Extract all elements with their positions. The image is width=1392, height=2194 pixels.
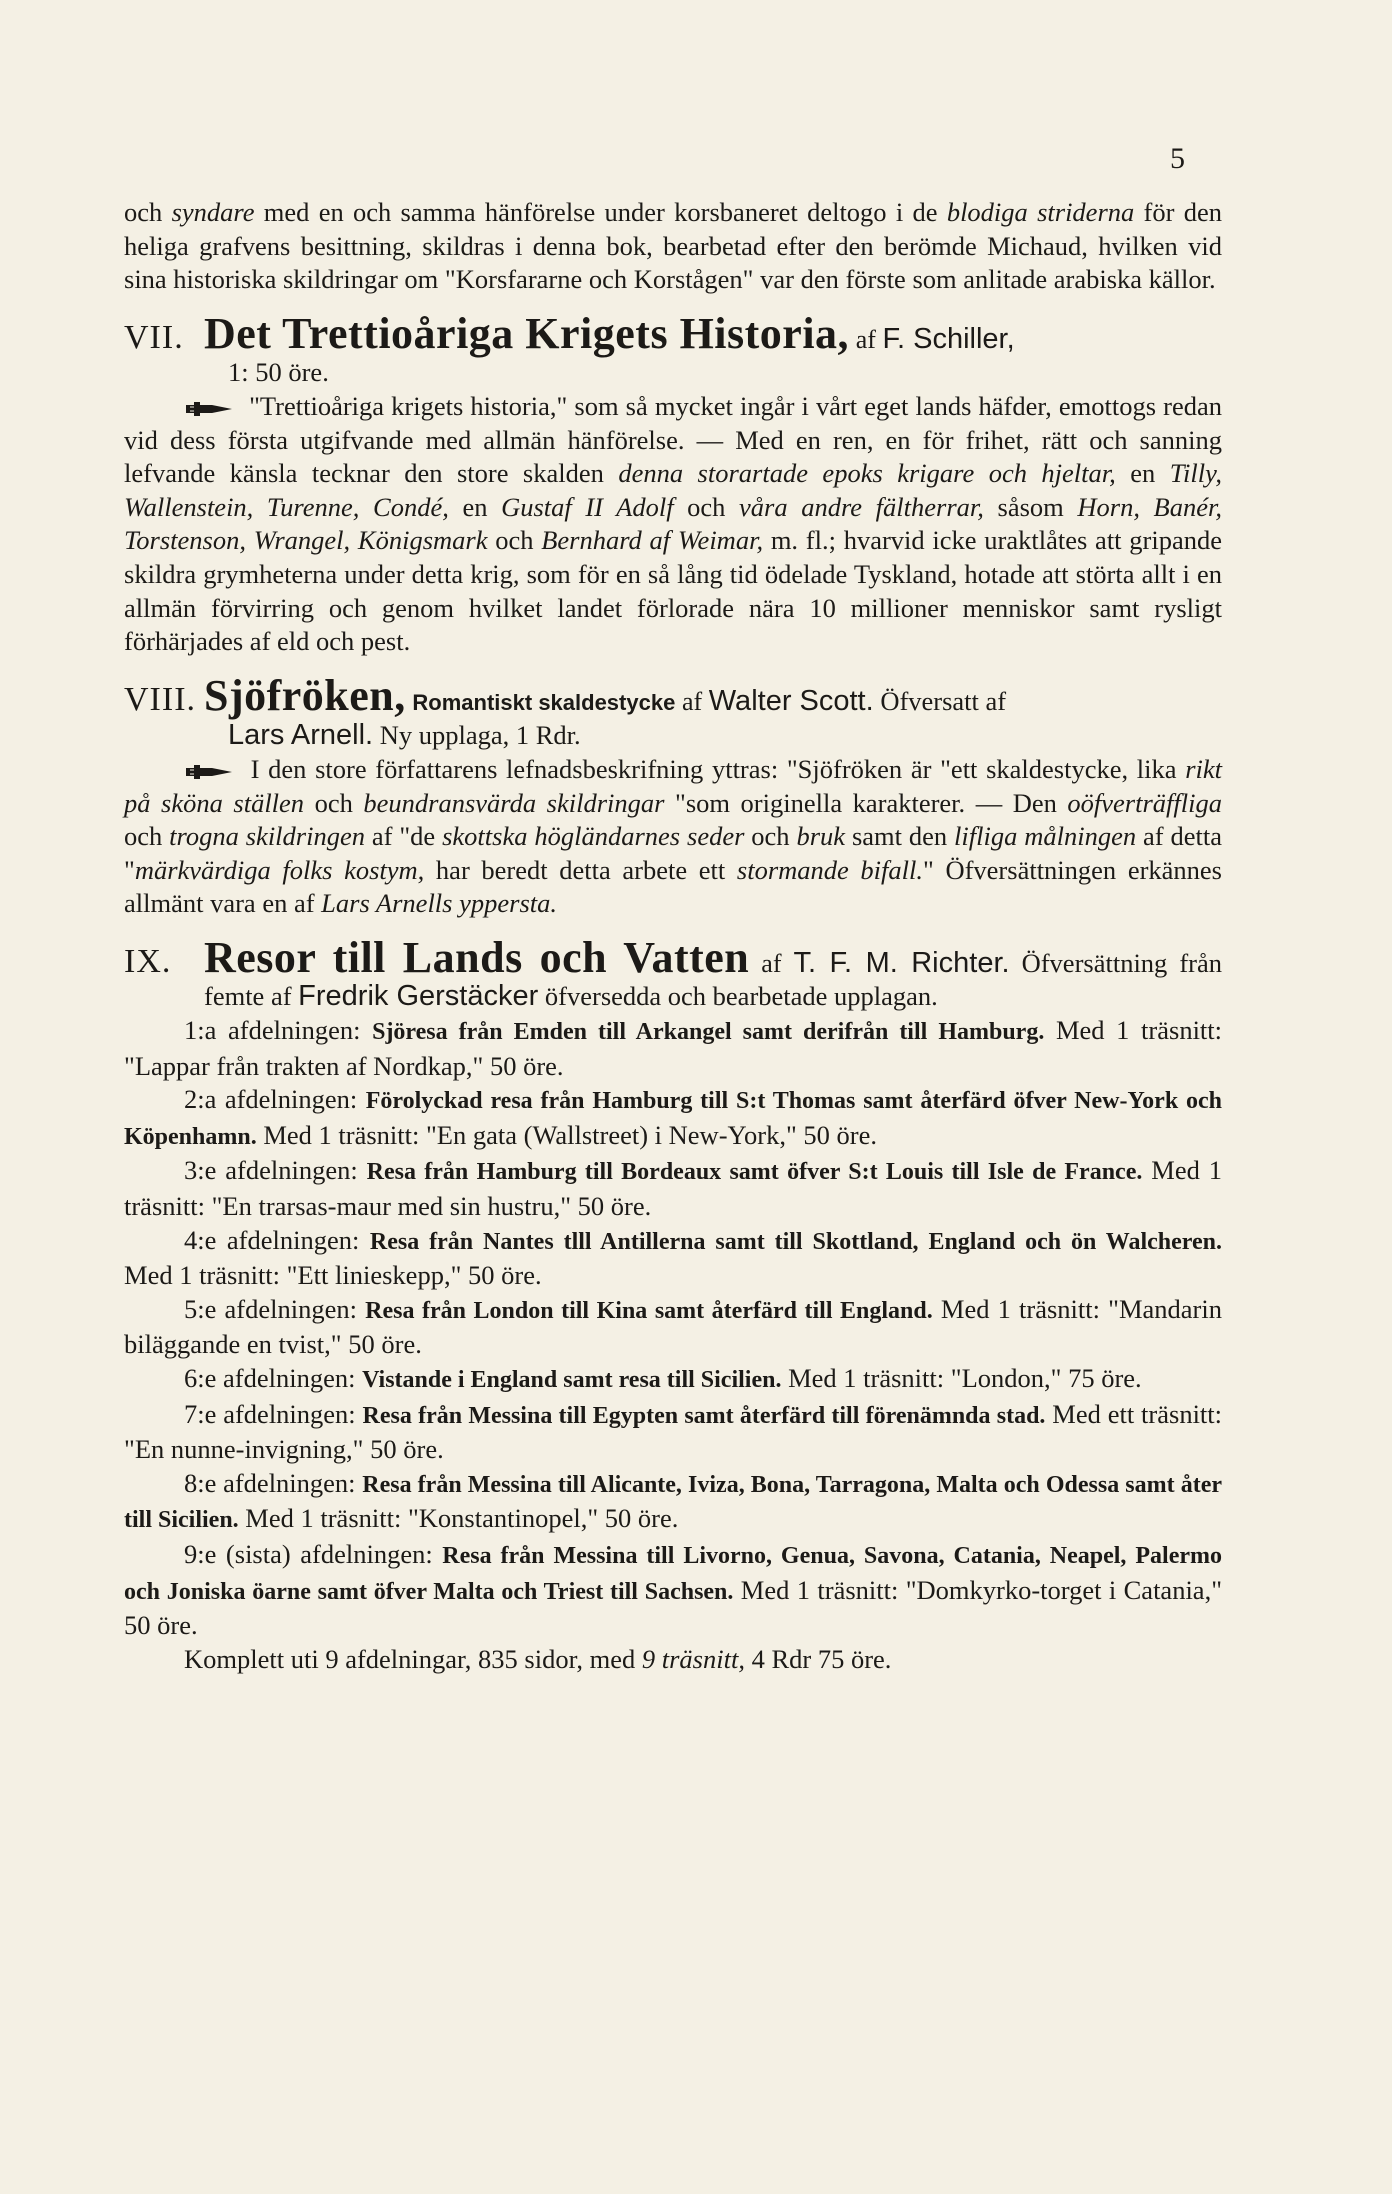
part-title: Resa från Nantes tlll Antillerna samt till Skottland, England och ön Walcheren. xyxy=(369,1228,1222,1255)
intro-paragraph xyxy=(124,196,1222,297)
list-item xyxy=(124,1538,1222,1643)
text-run-italic: beundransvärda skildringar xyxy=(363,787,665,818)
author-name: Walter Scott. xyxy=(708,684,874,717)
part-details: Med 1 träsnitt: "Ett linieskepp," 50 öre. xyxy=(124,1260,542,1291)
part-label: 6:e afdelningen: xyxy=(184,1363,356,1393)
list-item xyxy=(124,1224,1222,1293)
section-title: Det Trettioåriga Krigets Historia, xyxy=(204,308,850,358)
list-item xyxy=(124,1467,1222,1538)
text-run: I den store författarens lefnadsbeskrifning yttras: "Sjöfröken är "ett skaldestycke, lika xyxy=(242,753,1186,784)
text-run: och xyxy=(124,197,172,227)
text-run-italic: 9 träsnitt, xyxy=(641,1643,745,1674)
section-heading xyxy=(124,308,1222,358)
text-run-italic: blodiga striderna xyxy=(946,197,1135,227)
list-item xyxy=(124,1014,1222,1083)
author-name: T. F. M. Richter. xyxy=(793,946,1010,979)
part-title: Resa från Hamburg till Bordeaux samt öfver S:t Louis till Isle de France. xyxy=(366,1159,1143,1186)
title-af: af xyxy=(855,324,876,354)
part-details: Med 1 träsnitt: "Konstantinopel," 50 öre. xyxy=(245,1503,679,1534)
text-run-italic: lifliga målningen xyxy=(954,821,1137,852)
part-details: Med 1 träsnitt: "En gata (Wallstreet) i New-York," 50 öre. xyxy=(263,1119,877,1150)
translation-note: Öfversatt af xyxy=(880,685,1007,716)
page-number: 5 xyxy=(1170,142,1185,175)
text-run-italic: Tilly, Wallenstein, Turenne, Condé, xyxy=(124,458,1222,522)
text-run: har beredt detta arbete ett xyxy=(424,854,737,885)
section-viii xyxy=(124,670,1223,921)
text-run: och xyxy=(673,491,740,522)
text-run: 4 Rdr 75 öre. xyxy=(744,1643,892,1674)
part-title: Resa från Messina till Alicante, Iviza, Bona, Tarragona, Malta och Odessa samt åter till Sicilien. xyxy=(124,1471,1222,1534)
text-run-italic: rikt på sköna ställen xyxy=(124,753,1222,818)
text-run-italic: skottska högländarnes seder xyxy=(442,821,745,852)
part-label: 5:e afdelningen: xyxy=(184,1293,357,1324)
text-run: af "de xyxy=(364,821,443,852)
part-details: Med ett träsnitt: "En nunne-invigning," 50 öre. xyxy=(124,1398,1223,1465)
part-label: 3:e afdelningen: xyxy=(184,1155,358,1186)
section-numeral: VIII. xyxy=(124,680,197,718)
text-run: såsom xyxy=(983,491,1078,522)
text-run: en xyxy=(1115,458,1170,489)
text-run: och xyxy=(124,821,170,852)
translator-name: Fredrik Gerstäcker xyxy=(298,980,539,1013)
part-title: Förolyckad resa från Hamburg till S:t Thomas samt återfärd öfver New-York och Köpenhamn. xyxy=(124,1088,1222,1150)
text-run-italic: oöfverträffliga xyxy=(1067,787,1222,818)
section-title: Sjöfröken, xyxy=(204,670,406,720)
section-numeral: VII. xyxy=(124,318,184,356)
section-heading xyxy=(124,932,1222,1014)
section-vii xyxy=(124,308,1223,659)
list-item xyxy=(124,1154,1222,1223)
section-title-line xyxy=(204,932,1222,1014)
section-title-line xyxy=(204,308,1222,358)
text-run-italic: denna storartade epoks krigare och hjeltar, xyxy=(618,458,1116,489)
text-run: en xyxy=(448,491,502,522)
text-run: af detta " xyxy=(124,821,1223,885)
edition-price: Ny upplaga, 1 Rdr. xyxy=(379,720,581,751)
text-run: "som originella karakterer. — Den xyxy=(664,787,1068,818)
section-numeral: IX. xyxy=(124,942,172,980)
text-run-italic: trogna skildringen xyxy=(169,821,365,852)
list-item xyxy=(124,1362,1222,1398)
text-run: " Öfversättningen erkännes allmänt vara en af xyxy=(124,854,1222,919)
text-run-italic: Horn, Banér, Torstenson, Wrangel, Königsmark xyxy=(124,491,1223,556)
part-title: Sjöresa från Emden till Arkangel samt derifrån till Hamburg. xyxy=(372,1019,1045,1046)
section-heading xyxy=(124,670,1222,720)
text-run-italic: stormande bifall. xyxy=(736,854,923,885)
part-label: 9:e (sista) afdelningen: xyxy=(184,1538,433,1569)
translation-note: Öfversättning från femte af xyxy=(204,947,1222,1012)
part-details: Med 1 träsnitt: "En trarsas-maur med sin hustru," 50 öre. xyxy=(124,1155,1223,1222)
text-run: med en och samma hänförelse under korsbaneret deltogo i de xyxy=(254,197,947,227)
section-title-line xyxy=(204,670,1222,720)
part-title: Resa från Messina till Egypten samt återfärd till förenämnda stad. xyxy=(362,1402,1046,1429)
part-label: 2:a afdelningen: xyxy=(184,1084,358,1115)
text-run-italic: syndare xyxy=(171,197,255,227)
part-list xyxy=(124,1014,1222,1643)
part-label: 4:e afdelningen: xyxy=(184,1224,360,1255)
text-run-italic: Bernhard af Weimar, xyxy=(541,525,764,556)
title-af: af xyxy=(681,686,703,716)
pointing-hand-icon xyxy=(184,400,236,418)
text-run: samt den xyxy=(845,821,955,852)
pointing-hand-icon xyxy=(184,763,236,781)
part-title: Resa från London till Kina samt återfärd till England. xyxy=(365,1297,933,1324)
text-run-italic: märkvärdiga folks kostym, xyxy=(134,854,425,885)
text-run: m. fl.; hvarvid icke uraktlåtes att gripande skildra grymheterna under detta krig, som för en så lång tid ödelade Tyskland, hotade att störta allt i en allmän förvirring och genom hvilket landet förlorade nära 10 millioner menniskor samt rysligt förhärjades af eld och pest. xyxy=(124,525,1222,657)
summary-line xyxy=(124,1643,1222,1677)
price: 1: 50 öre. xyxy=(228,357,329,388)
list-item xyxy=(124,1398,1222,1467)
text-run: och xyxy=(744,821,797,852)
part-details: Med 1 träsnitt: "Mandarin biläggande en tvist," 50 öre. xyxy=(124,1293,1222,1360)
part-title: Resa från Messina till Livorno, Genua, Savona, Catania, Neapel, Palermo och Joniska öarne samt öfver Malta och Triest till Sachsen. xyxy=(124,1542,1222,1605)
text-run: Komplett uti 9 afdelningar, 835 sidor, med xyxy=(184,1643,642,1674)
part-details: Med 1 träsnitt: "Domkyrko-torget i Catania," 50 öre. xyxy=(124,1574,1223,1641)
text-run-italic: Gustaf II Adolf xyxy=(501,491,674,522)
section-ix xyxy=(124,932,1223,1676)
list-item xyxy=(124,1083,1222,1154)
text-run: och xyxy=(487,525,542,556)
section-body xyxy=(124,753,1222,921)
part-label: 8:e afdelningen: xyxy=(184,1467,356,1498)
section-body xyxy=(124,390,1222,659)
part-label: 7:e afdelningen: xyxy=(184,1398,356,1429)
list-item xyxy=(124,1293,1222,1362)
text-run: "Trettioåriga krigets historia," som så mycket ingår i vårt eget lands häfder, emottogs redan vid dess första utgifvande med allmän hänförelse. — Med en ren, en för frihet, rätt och sanning lefvande känsla tecknar den store skalden xyxy=(124,390,1222,489)
translation-note: öfversedda och bearbetade upplagan. xyxy=(544,981,938,1012)
translator-line xyxy=(124,719,1222,753)
section-subtitle: Romantiskt skaldestycke xyxy=(412,689,676,715)
part-details: Med 1 träsnitt: "London," 75 öre. xyxy=(788,1363,1142,1393)
translator-name: Lars Arnell. xyxy=(228,719,374,752)
page-body xyxy=(124,196,1222,1676)
section-title: Resor till Lands och Vatten xyxy=(204,932,750,982)
title-af: af xyxy=(761,948,782,978)
text-run-italic: våra andre fältherrar, xyxy=(739,491,984,522)
part-label: 1:a afdelningen: xyxy=(184,1015,361,1046)
text-run-italic: Lars Arnells yppersta. xyxy=(321,888,557,919)
text-run: och xyxy=(304,787,364,818)
text-run-italic: bruk xyxy=(796,821,846,852)
part-details: Med 1 träsnitt: "Lappar från trakten af Nordkap," 50 öre. xyxy=(124,1015,1223,1081)
part-title: Vistande i England samt resa till Sicilien. xyxy=(362,1367,782,1393)
author-name: F. Schiller, xyxy=(882,322,1015,355)
text-run: för den heliga grafvens besittning, skildras i denna bok, bearbetad efter den berömde Michaud, hvilken vid sina historiska skildringar om "Korsfararne och Korstågen" var den förste som anlitade arabiska källor. xyxy=(124,197,1223,295)
